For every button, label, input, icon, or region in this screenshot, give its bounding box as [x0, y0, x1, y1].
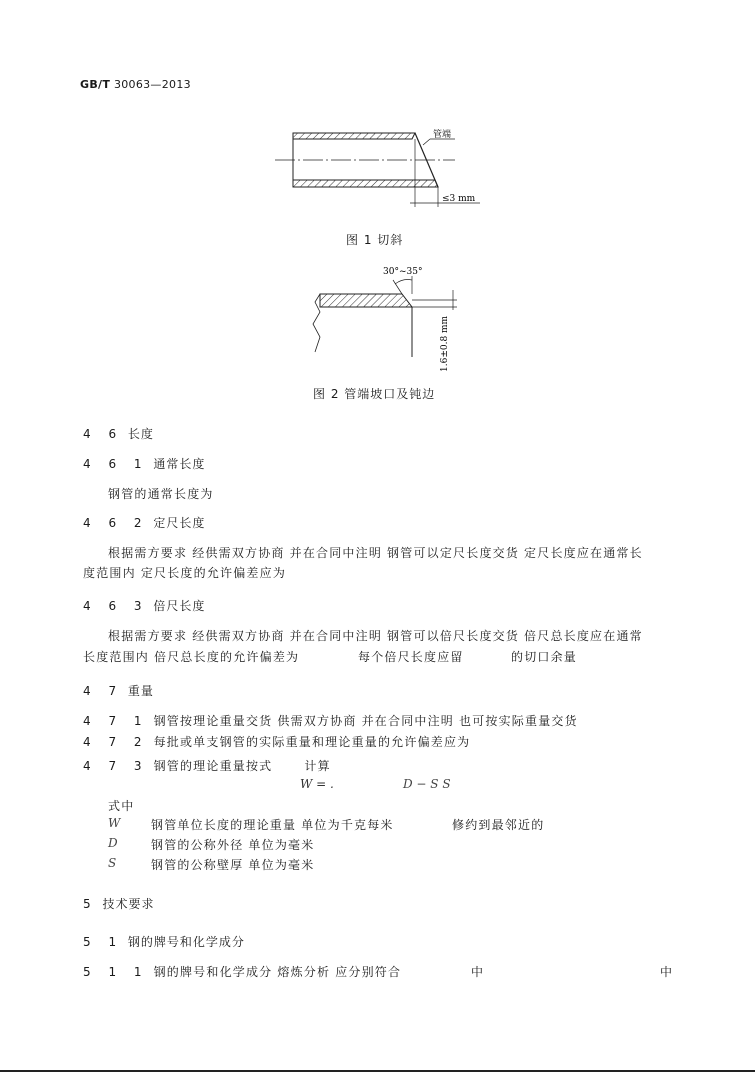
section-title: 技术要求 [102, 897, 155, 911]
section-4-7-3 [83, 757, 331, 774]
section-title: 钢的牌号和化学成分 [127, 935, 245, 949]
root-face-dimension: 1.6±0.8 mm [440, 315, 450, 372]
page-bottom-rule [0, 1070, 755, 1072]
section-body: 钢的牌号和化学成分 熔炼分析 应分别符合 [153, 965, 402, 979]
where-description-tail: 修约到最邻近的 [452, 818, 545, 832]
section-number: 4 7 2 [83, 735, 149, 749]
where-symbol: S [108, 856, 117, 870]
section-5-1-1 [83, 963, 401, 980]
section-title: 倍尺长度 [153, 599, 206, 613]
section-5-1-1-mid: 中 [471, 965, 485, 979]
pipe-end-label: 管端 [433, 130, 452, 140]
section-4-6-1-body: 钢管的通常长度为 [108, 487, 214, 501]
bevel-angle-label: 30°~35° [383, 267, 423, 277]
section-title: 定尺长度 [153, 516, 206, 530]
section-4-6-heading [83, 425, 154, 442]
section-5-heading [83, 895, 154, 912]
where-description: 钢管单位长度的理论重量 单位为千克每米 [151, 818, 394, 832]
standard-number: 30063—2013 [113, 78, 191, 91]
section-number: 4 7 3 [83, 759, 149, 773]
section-title: 长度 [127, 427, 154, 441]
page-header [80, 78, 191, 91]
formula-left: W = . [300, 777, 334, 791]
section-number: 5 [83, 897, 98, 911]
section-number: 4 6 [83, 427, 124, 441]
section-4-6-3-body-line-2a: 长度范围内 倍尺总长度的允许偏差为 [83, 650, 300, 664]
where-description: 钢管的公称外径 单位为毫米 [151, 838, 315, 852]
figure-2-caption: 图 2 管端坡口及钝边 [313, 387, 436, 401]
section-5-1-1-end: 中 [660, 965, 674, 979]
section-number: 5 1 [83, 935, 124, 949]
section-4-6-3-body-line-2b: 每个倍尺长度应留 [358, 650, 464, 664]
section-4-6-2-body-line-1: 根据需方要求 经供需双方协商 并在合同中注明 钢管可以定尺长度交货 定尺长度应在通常长 [108, 546, 643, 560]
formula-right: D − S S [403, 777, 451, 791]
where-symbol: W [108, 816, 121, 830]
section-title: 重量 [127, 684, 154, 698]
cut-dimension-label: ≤3 mm [442, 194, 476, 204]
section-5-1-heading [83, 933, 245, 950]
section-number: 4 6 3 [83, 599, 149, 613]
section-body: 钢管按理论重量交货 供需双方协商 并在合同中注明 也可按实际重量交货 [153, 714, 578, 728]
section-4-6-3-heading [83, 597, 205, 614]
section-body: 钢管的理论重量按式 [153, 759, 273, 773]
section-body-tail: 计算 [304, 759, 331, 773]
section-4-7-heading [83, 682, 154, 699]
section-4-6-2-heading [83, 514, 205, 531]
section-number: 4 6 2 [83, 516, 149, 530]
section-number: 4 7 [83, 684, 124, 698]
section-4-6-3-body-line-1: 根据需方要求 经供需双方协商 并在合同中注明 钢管可以倍尺长度交货 倍尺总长度应在通常 [108, 629, 643, 643]
where-description: 钢管的公称壁厚 单位为毫米 [151, 858, 315, 872]
figure-2-bevel-diagram [295, 262, 470, 377]
figure-1-bevel-diagram [270, 125, 490, 210]
section-4-6-1-heading [83, 455, 205, 472]
section-4-6-2-body-line-2: 度范围内 定尺长度的允许偏差应为 [83, 566, 287, 580]
section-number: 5 1 1 [83, 965, 149, 979]
section-4-7-2 [83, 733, 470, 750]
figure-1-caption: 图 1 切斜 [346, 233, 404, 247]
where-intro: 式中 [108, 799, 135, 813]
section-title: 通常长度 [153, 457, 206, 471]
where-symbol: D [108, 836, 118, 850]
section-4-7-1 [83, 712, 578, 729]
section-number: 4 7 1 [83, 714, 149, 728]
section-number: 4 6 1 [83, 457, 149, 471]
section-4-6-3-body-line-2c: 的切口余量 [511, 650, 578, 664]
standard-code: GB/T [80, 78, 111, 91]
section-body: 每批或单支钢管的实际重量和理论重量的允许偏差应为 [153, 735, 471, 749]
